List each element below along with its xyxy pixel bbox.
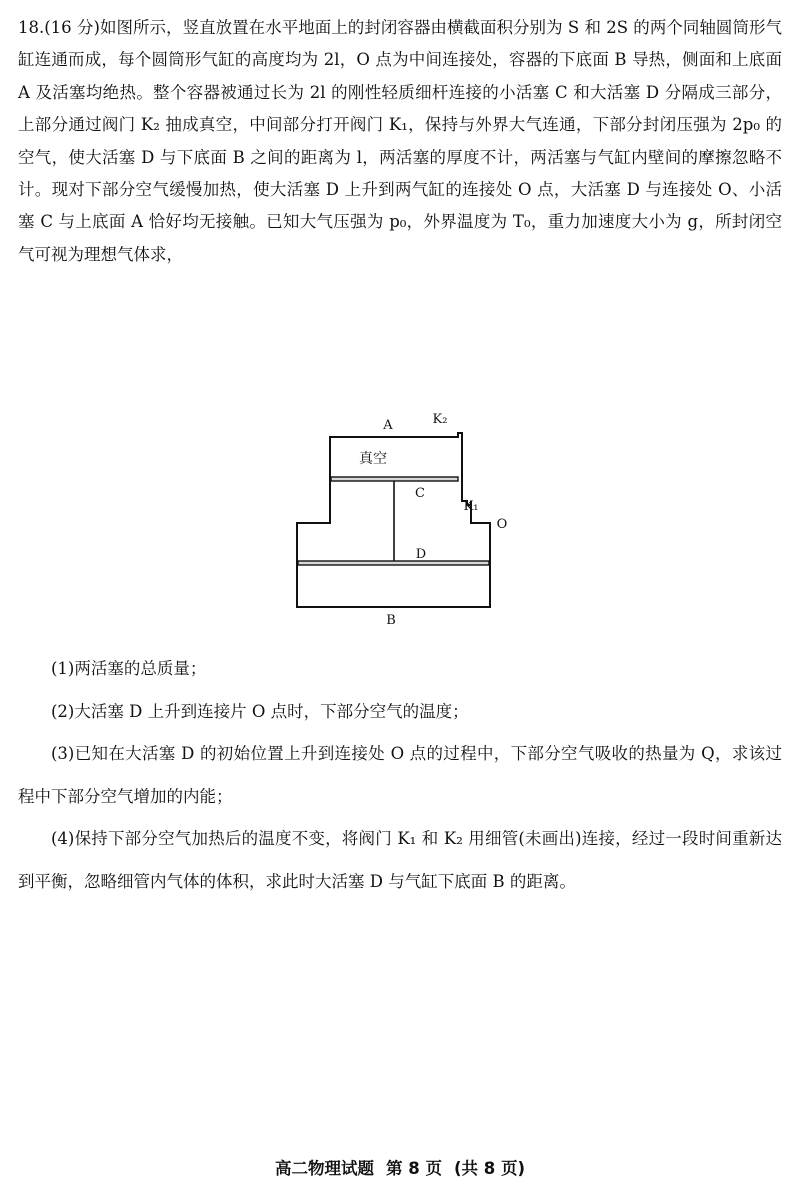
problem-text: 如图所示，竖直放置在水平地面上的封闭容器由横截面积分别为 S 和 2S 的两个同轴圆筒形气缸连通而成，每个圆筒形气缸的高度均为 2l，O 点为中间连接处，容器的下底面 B 导热，侧面和上底面 A 及活塞均绝热。整个容器被通过长为 2l 的刚性轻质细杆连接的小活塞 C 和大活塞 D 分隔成三部分，上部分通过阀门 K₂ 抽成真空，中间部分打开阀门 K₁，保持与外界大气连通，下部分封闭压强为 2p₀ 的空气，使大活塞 D 与下底面 B 之间的距离为 l，两活塞的厚度不计，两活塞与气缸内壁间的摩擦忽略不计。现对下部分空气缓慢加热，使大活塞 D 上升到两气缸的连接处 O 点，大活塞 D 与连接处 O、小活塞 C 与上底面 A 恰好均无接触。已知大气压强为 p₀，外界温度为 T₀，重力加速度大小为 g，所封闭空气可视为理想气体求， [18, 18, 782, 264]
label-k2: K₂ [432, 412, 448, 427]
sub-questions [18, 648, 782, 903]
label-o: O [496, 517, 508, 532]
piston-c [331, 477, 458, 481]
label-k1: K₁ [463, 499, 479, 514]
label-c: C [415, 486, 425, 501]
footer-page: 第 8 页 [385, 1159, 442, 1178]
cylinder-diagram-svg [280, 405, 520, 630]
problem-points: (16 分) [44, 18, 100, 37]
cylinder-diagram [280, 405, 520, 630]
question-1: (1)两活塞的总质量； [51, 659, 207, 678]
piston-d [298, 561, 489, 565]
label-b: B [386, 613, 396, 628]
page-footer [0, 1155, 800, 1179]
footer-subject: 高二物理试题 [274, 1159, 374, 1178]
question-4: (4)保持下部分空气加热后的温度不变，将阀门 K₁ 和 K₂ 用细管(未画出)连接，经过一段时间重新达到平衡，忽略细管内气体的体积，求此时大活塞 D 与气缸下底面 B 的距离。 [18, 829, 782, 891]
label-vacuum: 真空 [359, 451, 387, 467]
problem-number: 18. [18, 18, 45, 37]
label-d: D [415, 547, 427, 562]
problem-statement [18, 12, 782, 271]
label-a: A [383, 418, 393, 433]
question-3: (3)已知在大活塞 D 的初始位置上升到连接处 O 点的过程中，下部分空气吸收的热量为 Q，求该过程中下部分空气增加的内能； [18, 744, 782, 806]
footer-total: (共 8 页) [453, 1159, 526, 1178]
question-2: (2)大活塞 D 上升到连接片 O 点时，下部分空气的温度； [51, 701, 469, 721]
problem-paragraph [18, 12, 782, 271]
